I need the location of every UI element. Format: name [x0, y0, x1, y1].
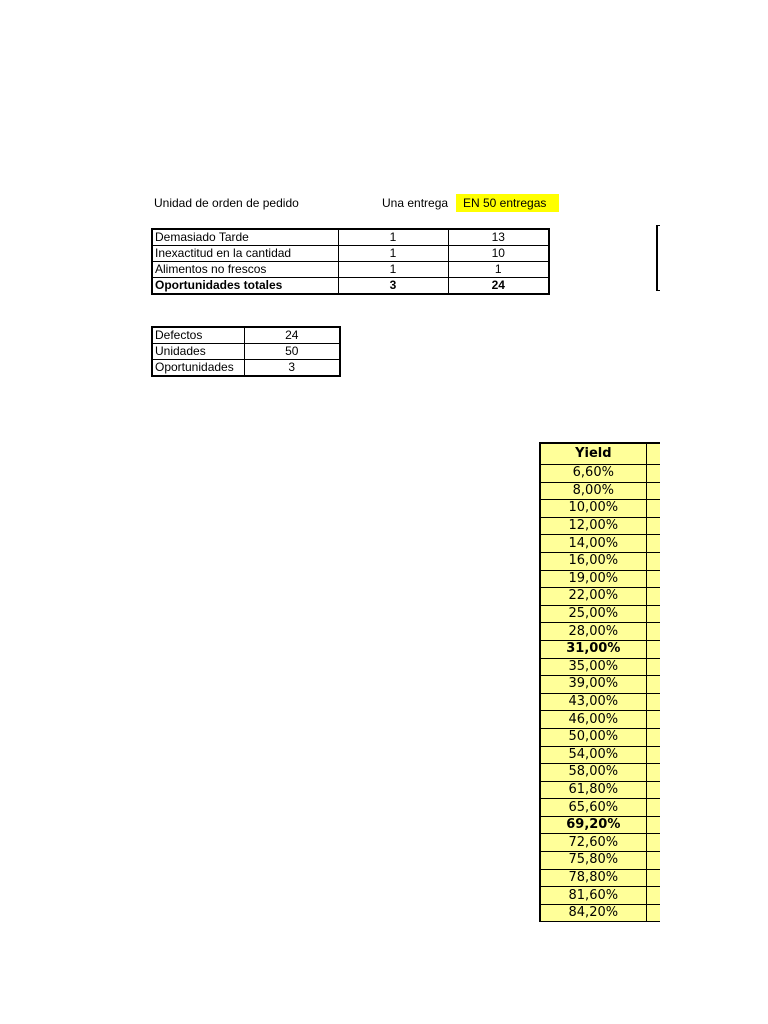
yield-row — [540, 605, 660, 623]
yield-row — [540, 781, 660, 799]
total-row — [152, 278, 549, 295]
yield-next-column-cell[interactable] — [646, 676, 660, 694]
yield-value[interactable]: 25,00% — [540, 605, 646, 623]
yield-row — [540, 588, 660, 606]
order-unit-label: Unidad de orden de pedido — [154, 196, 299, 210]
table-row — [152, 344, 340, 360]
yield-row — [540, 711, 660, 729]
yield-next-column-cell[interactable] — [646, 781, 660, 799]
summary-label[interactable]: Unidades — [152, 344, 244, 360]
summary-value[interactable]: 50 — [244, 344, 340, 360]
yield-value[interactable]: 19,00% — [540, 570, 646, 588]
yield-value[interactable]: 10,00% — [540, 500, 646, 518]
yield-row — [540, 640, 660, 658]
opportunity-una[interactable]: 1 — [338, 246, 448, 262]
table-row — [152, 229, 549, 246]
yield-row — [540, 500, 660, 518]
yield-next-column-cell[interactable] — [646, 552, 660, 570]
yield-table — [539, 442, 660, 922]
summary-label[interactable]: Defectos — [152, 327, 244, 344]
yield-value[interactable]: 22,00% — [540, 588, 646, 606]
total-en50[interactable]: 24 — [448, 278, 549, 295]
opportunity-en50[interactable]: 10 — [448, 246, 549, 262]
cell-border-fragment — [656, 225, 660, 291]
single-delivery-label: Una entrega — [382, 196, 449, 210]
yield-row — [540, 746, 660, 764]
total-una[interactable]: 3 — [338, 278, 448, 295]
yield-row — [540, 869, 660, 887]
yield-next-column-cell[interactable] — [646, 623, 660, 641]
yield-header-row — [540, 443, 660, 465]
yield-value[interactable]: 31,00% — [540, 640, 646, 658]
yield-value[interactable]: 35,00% — [540, 658, 646, 676]
yield-next-column-cell[interactable] — [646, 711, 660, 729]
yield-value[interactable]: 6,60% — [540, 465, 646, 483]
yield-row — [540, 693, 660, 711]
fifty-deliveries-label: EN 50 entregas — [456, 194, 559, 212]
yield-next-column-cell[interactable] — [646, 535, 660, 553]
yield-value[interactable]: 84,20% — [540, 904, 646, 922]
yield-row — [540, 816, 660, 834]
yield-row — [540, 570, 660, 588]
table-row — [152, 262, 549, 278]
yield-value[interactable]: 39,00% — [540, 676, 646, 694]
yield-row — [540, 834, 660, 852]
summary-value[interactable]: 24 — [244, 327, 340, 344]
yield-value[interactable]: 8,00% — [540, 482, 646, 500]
opportunity-en50[interactable]: 1 — [448, 262, 549, 278]
yield-next-column-cell[interactable] — [646, 640, 660, 658]
table-row — [152, 246, 549, 262]
yield-next-column-cell[interactable] — [646, 834, 660, 852]
summary-value[interactable]: 3 — [244, 360, 340, 377]
yield-value[interactable]: 58,00% — [540, 764, 646, 782]
yield-next-column-cell[interactable] — [646, 517, 660, 535]
yield-header[interactable]: Yield — [540, 443, 646, 465]
yield-row — [540, 852, 660, 870]
yield-next-column-cell[interactable] — [646, 887, 660, 905]
yield-row — [540, 887, 660, 905]
yield-value[interactable]: 75,80% — [540, 852, 646, 870]
yield-row — [540, 623, 660, 641]
yield-value[interactable]: 72,60% — [540, 834, 646, 852]
yield-next-column-cell[interactable] — [646, 746, 660, 764]
yield-row — [540, 728, 660, 746]
yield-next-column-cell[interactable] — [646, 904, 660, 922]
yield-next-column-cell[interactable] — [646, 693, 660, 711]
yield-next-column-cell[interactable] — [646, 465, 660, 483]
yield-value[interactable]: 78,80% — [540, 869, 646, 887]
yield-table-region — [537, 440, 660, 927]
yield-next-column-cell[interactable] — [646, 570, 660, 588]
yield-row — [540, 658, 660, 676]
yield-next-column-cell[interactable] — [646, 869, 660, 887]
yield-next-column-cell[interactable] — [646, 764, 660, 782]
yield-row — [540, 535, 660, 553]
yield-row — [540, 465, 660, 483]
summary-label[interactable]: Oportunidades — [152, 360, 244, 377]
yield-value[interactable]: 46,00% — [540, 711, 646, 729]
yield-value[interactable]: 65,60% — [540, 799, 646, 817]
yield-value[interactable]: 61,80% — [540, 781, 646, 799]
yield-next-column-cell[interactable] — [646, 658, 660, 676]
yield-next-column-cell[interactable] — [646, 500, 660, 518]
opportunity-label[interactable]: Alimentos no frescos — [152, 262, 338, 278]
yield-row — [540, 799, 660, 817]
yield-value[interactable]: 81,60% — [540, 887, 646, 905]
yield-value[interactable]: 43,00% — [540, 693, 646, 711]
total-label[interactable]: Oportunidades totales — [152, 278, 338, 295]
yield-row — [540, 904, 660, 922]
yield-value[interactable]: 12,00% — [540, 517, 646, 535]
yield-row — [540, 482, 660, 500]
yield-next-column-cell[interactable] — [646, 482, 660, 500]
opportunities-table — [151, 228, 550, 295]
opportunity-una[interactable]: 1 — [338, 229, 448, 246]
yield-value[interactable]: 50,00% — [540, 728, 646, 746]
yield-value[interactable]: 54,00% — [540, 746, 646, 764]
yield-next-column-cell[interactable] — [646, 816, 660, 834]
yield-value[interactable]: 28,00% — [540, 623, 646, 641]
summary-table — [151, 326, 341, 377]
yield-row — [540, 764, 660, 782]
table-row — [152, 360, 340, 377]
yield-next-column-cell[interactable] — [646, 605, 660, 623]
yield-value[interactable]: 69,20% — [540, 816, 646, 834]
yield-value[interactable]: 14,00% — [540, 535, 646, 553]
yield-row — [540, 517, 660, 535]
yield-value[interactable]: 16,00% — [540, 552, 646, 570]
yield-row — [540, 552, 660, 570]
yield-next-column-cell[interactable] — [646, 852, 660, 870]
yield-next-column-cell[interactable] — [646, 588, 660, 606]
opportunity-una[interactable]: 1 — [338, 262, 448, 278]
table-row — [152, 327, 340, 344]
yield-next-column-cell[interactable] — [646, 728, 660, 746]
yield-next-column-cell[interactable] — [646, 799, 660, 817]
opportunity-label[interactable]: Demasiado Tarde — [152, 229, 338, 246]
opportunity-en50[interactable]: 13 — [448, 229, 549, 246]
yield-next-column-header[interactable] — [646, 443, 660, 465]
yield-row — [540, 676, 660, 694]
opportunity-label[interactable]: Inexactitud en la cantidad — [152, 246, 338, 262]
